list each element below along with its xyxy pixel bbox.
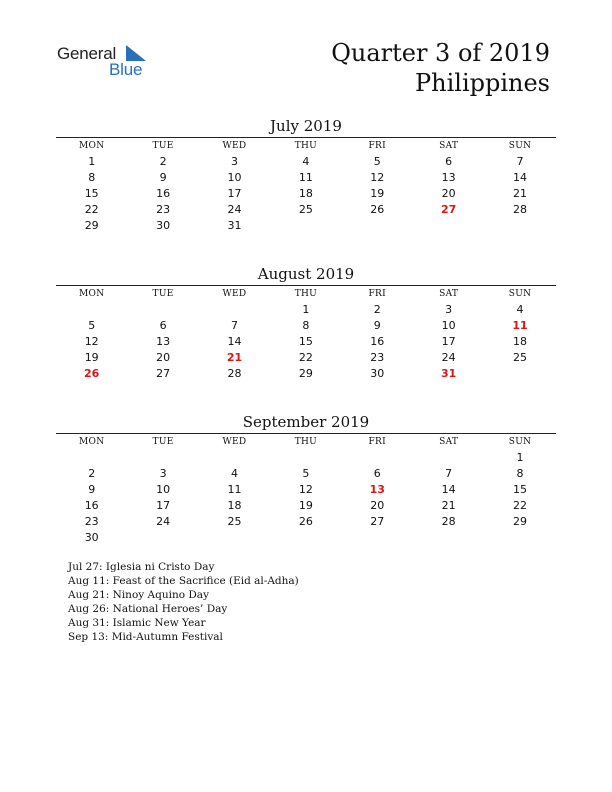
week-row bbox=[56, 334, 556, 350]
weekday-header: TUE bbox=[152, 141, 174, 151]
weekday-header: THU bbox=[294, 289, 318, 299]
day-cell: 13 bbox=[156, 335, 171, 348]
day-cell: 8 bbox=[302, 319, 310, 332]
month-grid bbox=[56, 137, 556, 234]
weekday-header: MON bbox=[79, 437, 105, 447]
weekday-header: SAT bbox=[439, 437, 459, 447]
day-cell: 9 bbox=[88, 483, 96, 496]
day-cell: 25 bbox=[513, 351, 528, 364]
day-cell: 26 bbox=[298, 515, 313, 528]
week-row bbox=[56, 482, 556, 498]
week-row bbox=[56, 154, 556, 170]
day-cell: 27 bbox=[370, 515, 385, 528]
day-cell: 18 bbox=[298, 187, 313, 200]
day-cell: 4 bbox=[516, 303, 524, 316]
week-row bbox=[56, 318, 556, 334]
day-cell: 30 bbox=[370, 367, 385, 380]
day-cell: 17 bbox=[441, 335, 456, 348]
empty-day-cell bbox=[127, 302, 198, 318]
week-row bbox=[56, 186, 556, 202]
day-cell: 25 bbox=[298, 203, 313, 216]
month-july bbox=[56, 117, 556, 234]
weekday-header: FRI bbox=[368, 141, 386, 151]
day-cell: 23 bbox=[156, 203, 171, 216]
empty-day-cell bbox=[342, 450, 413, 466]
day-cell: 6 bbox=[159, 319, 167, 332]
day-cell: 1 bbox=[302, 303, 310, 316]
day-cell: 12 bbox=[84, 335, 99, 348]
day-cell: 11 bbox=[227, 483, 242, 496]
empty-day-cell bbox=[484, 218, 555, 234]
day-cell: 28 bbox=[227, 367, 242, 380]
week-row bbox=[56, 530, 556, 546]
weekday-header-row bbox=[56, 434, 556, 450]
day-cell: 20 bbox=[370, 499, 385, 512]
day-cell: 18 bbox=[513, 335, 528, 348]
title-quarter: Quarter 3 of 2019 bbox=[331, 39, 550, 67]
day-cell: 28 bbox=[513, 203, 528, 216]
day-cell: 20 bbox=[441, 187, 456, 200]
month-august bbox=[56, 265, 556, 382]
day-cell: 18 bbox=[227, 499, 242, 512]
week-row bbox=[56, 514, 556, 530]
holiday-item: Aug 26: National Heroes’ Day bbox=[68, 603, 228, 615]
empty-day-cell bbox=[413, 530, 484, 546]
day-cell: 5 bbox=[88, 319, 96, 332]
day-cell: 16 bbox=[370, 335, 385, 348]
day-cell: 21 bbox=[226, 351, 243, 364]
day-cell: 10 bbox=[156, 483, 171, 496]
day-cell: 5 bbox=[302, 467, 310, 480]
weekday-header: SAT bbox=[439, 141, 459, 151]
day-cell: 19 bbox=[298, 499, 313, 512]
weekday-header: SUN bbox=[508, 289, 532, 299]
weekday-header: SUN bbox=[508, 141, 532, 151]
day-cell: 11 bbox=[298, 171, 313, 184]
logo-general-text: General bbox=[57, 44, 117, 63]
empty-day-cell bbox=[127, 530, 198, 546]
day-cell: 29 bbox=[513, 515, 528, 528]
day-cell: 4 bbox=[230, 467, 238, 480]
day-cell: 3 bbox=[445, 303, 453, 316]
holiday-item: Aug 31: Islamic New Year bbox=[68, 617, 206, 629]
week-row bbox=[56, 202, 556, 218]
holiday-item: Sep 13: Mid-Autumn Festival bbox=[68, 631, 223, 643]
day-cell: 13 bbox=[369, 483, 385, 496]
day-cell: 29 bbox=[298, 367, 313, 380]
day-cell: 8 bbox=[516, 467, 524, 480]
holiday-item: Aug 11: Feast of the Sacrifice (Eid al-Adha) bbox=[68, 575, 299, 587]
weekday-header-row bbox=[56, 286, 556, 302]
weekday-header-row bbox=[56, 138, 556, 154]
weekday-header: TUE bbox=[152, 289, 174, 299]
holiday-list bbox=[68, 560, 299, 644]
day-cell: 12 bbox=[298, 483, 313, 496]
day-cell: 7 bbox=[445, 467, 453, 480]
day-cell: 4 bbox=[302, 155, 310, 168]
day-cell: 2 bbox=[159, 155, 167, 168]
month-title: July 2019 bbox=[270, 117, 342, 135]
empty-day-cell bbox=[199, 530, 270, 546]
day-cell: 28 bbox=[441, 515, 456, 528]
day-cell: 26 bbox=[370, 203, 385, 216]
weekday-header: TUE bbox=[152, 437, 174, 447]
week-row bbox=[56, 170, 556, 186]
generalblue-logo bbox=[57, 42, 157, 82]
weekday-header: MON bbox=[79, 141, 105, 151]
day-cell: 30 bbox=[84, 531, 99, 544]
day-cell: 7 bbox=[230, 319, 238, 332]
week-row bbox=[56, 498, 556, 514]
holiday-item: Aug 21: Ninoy Aquino Day bbox=[68, 589, 209, 601]
day-cell: 12 bbox=[370, 171, 385, 184]
empty-day-cell bbox=[413, 218, 484, 234]
empty-day-cell bbox=[342, 530, 413, 546]
empty-day-cell bbox=[199, 302, 270, 318]
day-cell: 29 bbox=[84, 219, 99, 232]
week-row bbox=[56, 366, 556, 382]
day-cell: 1 bbox=[88, 155, 96, 168]
logo-triangle-icon bbox=[124, 45, 146, 61]
holiday-item: Jul 27: Iglesia ni Cristo Day bbox=[68, 561, 215, 573]
empty-day-cell bbox=[199, 450, 270, 466]
empty-day-cell bbox=[127, 450, 198, 466]
day-cell: 10 bbox=[441, 319, 456, 332]
day-cell: 10 bbox=[227, 171, 242, 184]
day-cell: 7 bbox=[516, 155, 524, 168]
day-cell: 22 bbox=[513, 499, 528, 512]
day-cell: 17 bbox=[227, 187, 242, 200]
empty-day-cell bbox=[413, 450, 484, 466]
empty-day-cell bbox=[56, 302, 127, 318]
day-cell: 6 bbox=[445, 155, 453, 168]
day-cell: 23 bbox=[84, 515, 99, 528]
day-cell: 20 bbox=[156, 351, 171, 364]
week-row bbox=[56, 218, 556, 234]
day-cell: 11 bbox=[512, 319, 528, 332]
month-grid bbox=[56, 433, 556, 546]
day-cell: 27 bbox=[440, 203, 457, 216]
day-cell: 3 bbox=[230, 155, 238, 168]
month-title: September 2019 bbox=[242, 413, 370, 431]
day-cell: 27 bbox=[156, 367, 171, 380]
day-cell: 24 bbox=[227, 203, 242, 216]
empty-day-cell bbox=[342, 218, 413, 234]
day-cell: 25 bbox=[227, 515, 242, 528]
day-cell: 1 bbox=[516, 451, 524, 464]
logo-blue-text: Blue bbox=[109, 60, 143, 79]
day-cell: 16 bbox=[156, 187, 171, 200]
day-cell: 17 bbox=[156, 499, 171, 512]
day-cell: 5 bbox=[373, 155, 381, 168]
empty-day-cell bbox=[270, 450, 341, 466]
empty-day-cell bbox=[270, 530, 341, 546]
day-cell: 14 bbox=[513, 171, 528, 184]
day-cell: 24 bbox=[156, 515, 171, 528]
week-row bbox=[56, 450, 556, 466]
weekday-header: WED bbox=[222, 289, 247, 299]
day-cell: 2 bbox=[373, 303, 381, 316]
weekday-header: WED bbox=[222, 141, 247, 151]
day-cell: 19 bbox=[84, 351, 99, 364]
day-cell: 31 bbox=[227, 219, 242, 232]
day-cell: 31 bbox=[440, 367, 457, 380]
weekday-header: MON bbox=[79, 289, 105, 299]
day-cell: 14 bbox=[227, 335, 242, 348]
day-cell: 16 bbox=[84, 499, 99, 512]
day-cell: 21 bbox=[441, 499, 456, 512]
day-cell: 23 bbox=[370, 351, 385, 364]
month-title: August 2019 bbox=[257, 265, 355, 283]
day-cell: 30 bbox=[156, 219, 171, 232]
day-cell: 15 bbox=[298, 335, 313, 348]
empty-day-cell bbox=[270, 218, 341, 234]
day-cell: 6 bbox=[373, 467, 381, 480]
day-cell: 9 bbox=[373, 319, 381, 332]
title-country: Philippines bbox=[414, 69, 550, 97]
month-september bbox=[56, 413, 556, 546]
month-grid bbox=[56, 285, 556, 382]
weekday-header: WED bbox=[222, 437, 247, 447]
week-row bbox=[56, 466, 556, 482]
empty-day-cell bbox=[484, 366, 555, 382]
weekday-header: FRI bbox=[368, 289, 386, 299]
day-cell: 14 bbox=[441, 483, 456, 496]
day-cell: 22 bbox=[84, 203, 99, 216]
day-cell: 24 bbox=[441, 351, 456, 364]
empty-day-cell bbox=[484, 530, 555, 546]
weekday-header: THU bbox=[294, 437, 318, 447]
day-cell: 26 bbox=[84, 367, 100, 380]
day-cell: 2 bbox=[88, 467, 96, 480]
empty-day-cell bbox=[56, 450, 127, 466]
day-cell: 8 bbox=[88, 171, 96, 184]
week-row bbox=[56, 350, 556, 366]
day-cell: 15 bbox=[84, 187, 99, 200]
weekday-header: THU bbox=[294, 141, 318, 151]
day-cell: 21 bbox=[513, 187, 528, 200]
day-cell: 3 bbox=[159, 467, 167, 480]
page-title bbox=[331, 38, 550, 98]
week-row bbox=[56, 302, 556, 318]
day-cell: 9 bbox=[159, 171, 167, 184]
weekday-header: FRI bbox=[368, 437, 386, 447]
weekday-header: SAT bbox=[439, 289, 459, 299]
day-cell: 19 bbox=[370, 187, 385, 200]
day-cell: 22 bbox=[298, 351, 313, 364]
day-cell: 15 bbox=[513, 483, 528, 496]
day-cell: 13 bbox=[441, 171, 456, 184]
weekday-header: SUN bbox=[508, 437, 532, 447]
